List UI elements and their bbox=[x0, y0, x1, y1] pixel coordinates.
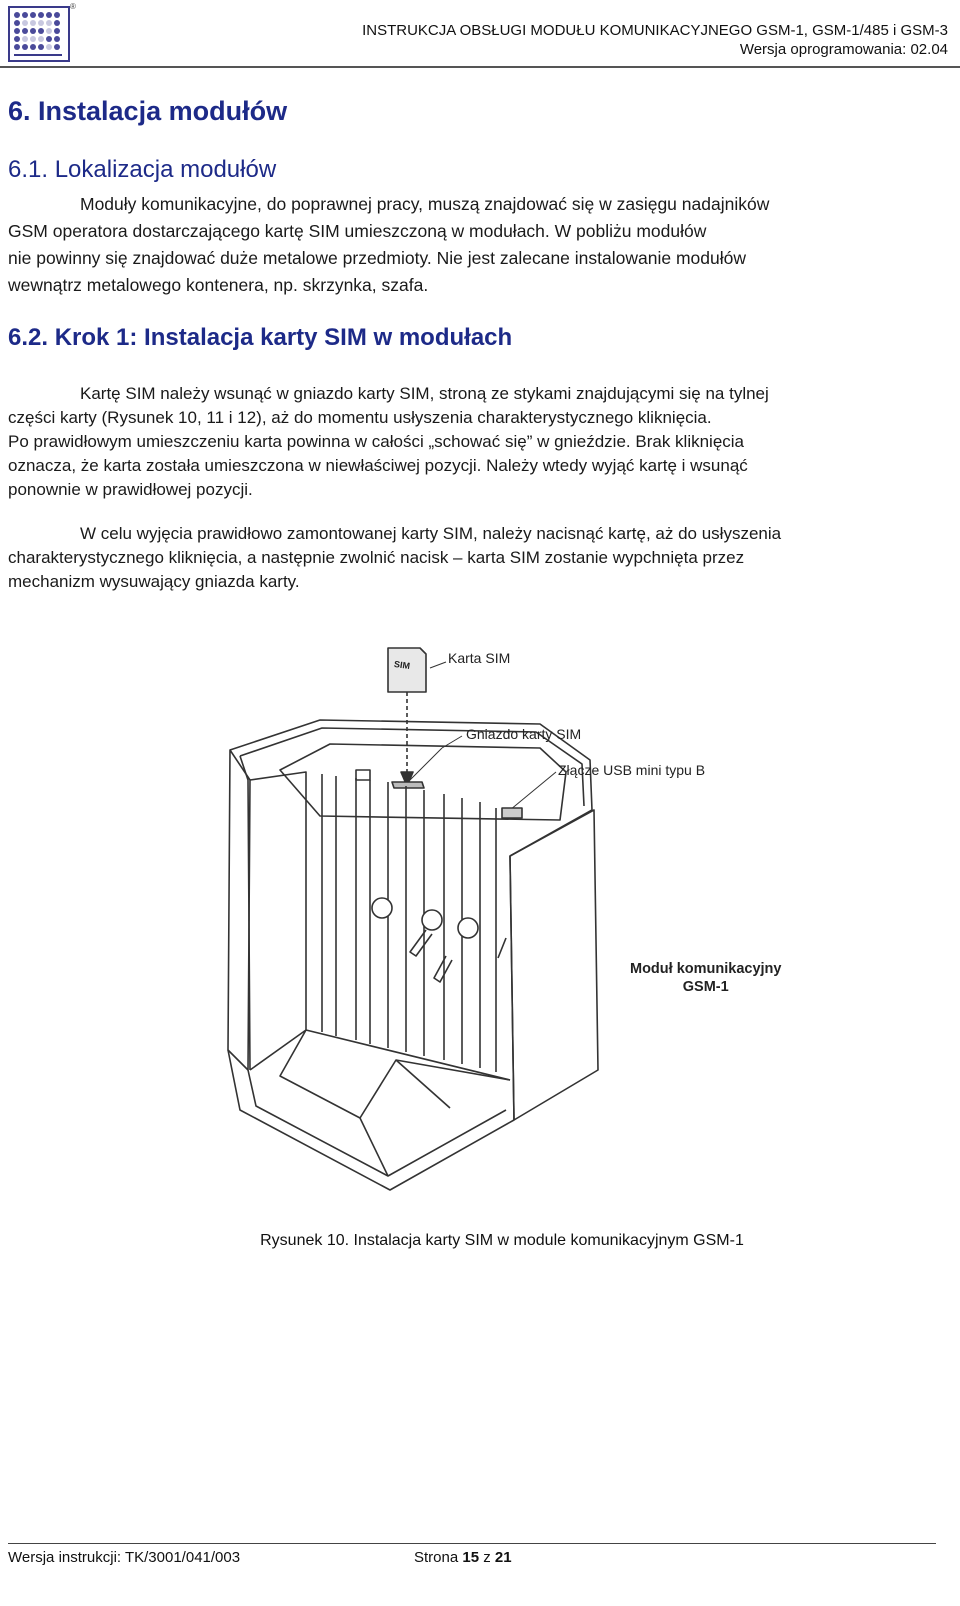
label-sim-slot: Gniazdo karty SIM bbox=[466, 726, 582, 742]
text-line: W celu wyjęcia prawidłowo zamontowanej karty SIM, należy nacisnąć kartę, aż do usłyszenia bbox=[80, 524, 782, 543]
text-line: Po prawidłowym umieszczeniu karta powinna w całości „schować się” w gnieździe. Brak kliknięcia bbox=[8, 432, 745, 451]
label-module-line: Moduł komunikacyjny bbox=[630, 961, 782, 977]
text-line: ponownie w prawidłowej pozycji. bbox=[8, 480, 253, 499]
registered-mark: ® bbox=[70, 2, 76, 11]
section-heading: 6. Instalacja modułów bbox=[8, 96, 288, 126]
text-line: Moduły komunikacyjne, do poprawnej pracy, muszą znajdować się w zasięgu nadajników bbox=[80, 194, 770, 214]
subsection-heading-sim: 6.2. Krok 1: Instalacja karty SIM w modułach bbox=[8, 324, 513, 351]
text-line: oznacza, że karta została umieszczona w niewłaściwej pozycji. Należy wtedy wyjąć kartę i wsunąć bbox=[8, 456, 748, 475]
text-line: GSM operatora dostarczającego kartę SIM umieszczoną w modułach. W pobliżu modułów bbox=[8, 221, 707, 241]
page-total: 21 bbox=[494, 1549, 512, 1566]
footer-doc-version: Wersja instrukcji: TK/3001/041/003 bbox=[8, 1549, 241, 1566]
text-line: Kartę SIM należy wsunąć w gniazdo karty SIM, stroną ze stykami znajdującymi się na tylnej bbox=[80, 384, 769, 403]
label-sim-card: Karta SIM bbox=[448, 650, 511, 666]
page-prefix: Strona bbox=[414, 1549, 459, 1566]
paragraph-location bbox=[8, 191, 948, 299]
header-version: Wersja oprogramowania: 02.04 bbox=[739, 41, 948, 58]
paragraph-sim-remove bbox=[8, 522, 948, 594]
label-module-name bbox=[630, 960, 781, 996]
label-usb-connector: Złącze USB mini typu B bbox=[558, 762, 706, 778]
header-divider bbox=[0, 66, 960, 68]
text-line: części karty (Rysunek 10, 11 i 12), aż do momentu usłyszenia charakterystycznego kliknięcia. bbox=[8, 408, 712, 427]
header-title: INSTRUKCJA OBSŁUGI MODUŁU KOMUNIKACYJNEGO GSM-1, GSM-1/485 i GSM-3 bbox=[362, 22, 948, 39]
text-line: mechanizm wysuwający gniazda karty. bbox=[8, 572, 300, 591]
page-header bbox=[0, 0, 960, 68]
paragraph-sim-insert bbox=[8, 382, 948, 502]
sim-card-text: SIM bbox=[393, 658, 411, 672]
text-line: nie powinny się znajdować duże metalowe przedmioty. Nie jest zalecane instalowanie modułów bbox=[8, 248, 746, 268]
figure-sim-installation bbox=[210, 640, 810, 1220]
figure-caption: Rysunek 10. Instalacja karty SIM w module komunikacyjnym GSM-1 bbox=[260, 1232, 744, 1249]
footer-page-number bbox=[414, 1549, 512, 1566]
label-module-line: GSM-1 bbox=[682, 979, 729, 995]
text-line: charakterystycznego kliknięcia, a następnie zwolnić nacisk – karta SIM zostanie wypchnięta przez bbox=[8, 548, 745, 567]
company-logo bbox=[8, 6, 70, 62]
text-line: wewnątrz metalowego kontenera, np. skrzynka, szafa. bbox=[8, 275, 429, 295]
subsection-heading-location: 6.1. Lokalizacja modułów bbox=[8, 156, 277, 183]
page-separator: z bbox=[483, 1549, 491, 1566]
footer-divider bbox=[8, 1543, 936, 1544]
page-current: 15 bbox=[462, 1549, 480, 1566]
